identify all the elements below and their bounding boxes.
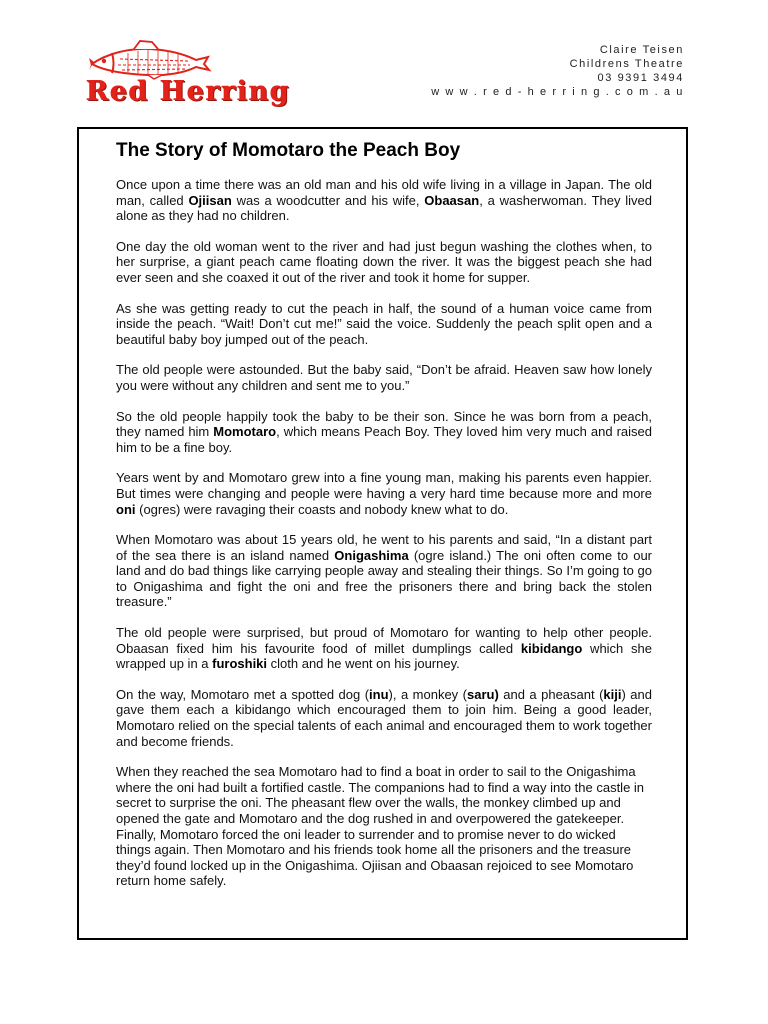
text-run: One day the old woman went to the river and had just begun washing the clothes when, to her surprise, a giant peach came floating down the river. It was the biggest peach she had ever seen and she coaxed it out of the river and took it home for supper.	[116, 238, 652, 285]
text-run: was a woodcutter and his wife,	[231, 192, 425, 208]
story-paragraph	[116, 532, 652, 610]
text-run: , a washerwoman. They lived alone as they had no children.	[116, 192, 652, 224]
text-run: ), a monkey (	[388, 686, 467, 702]
bold-term: furoshiki	[212, 656, 268, 672]
bold-term: Onigashima	[334, 547, 409, 563]
story-paragraph	[116, 301, 652, 348]
text-run: cloth and he went on his journey.	[267, 656, 460, 672]
text-run: ) and gave them each a kibidango which encouraged them to join him. Being a good leader, Momotaro relied on the special talents of each animal and encouraged them to work together and become friends.	[116, 686, 652, 749]
text-run: The old people were astounded. But the baby said, “Don’t be afraid. Heaven saw how lonely you were without any children and sent me to you.”	[116, 362, 652, 393]
story-paragraph	[116, 362, 652, 393]
bold-term: kiji	[603, 686, 622, 702]
text-run: When Momotaro was about 15 years old, he went to his parents and said, “In a distant part of the sea there is an island named	[116, 532, 652, 563]
text-run: The old people were surprised, but proud of Momotaro for wanting to help other people. Obaasan fixed him his favourite food of millet dumplings called	[116, 625, 652, 656]
text-run: which she wrapped up in a	[116, 640, 653, 672]
text-run: When they reached the sea Momotaro had to find a boat in order to sail to the Onigashima where the oni had built a fortified castle. The companions had to find a way into the castle in secret to surprise the oni. The pheasant flew over the walls, the monkey climbed up and opened the gate and Momotaro and the dog rushed in and overpowered the gatekeeper. Finally, Momotaro forced the oni leader to surrender and to promise never to do wicked things again. Then Momotaro and his friends took home all the prisoners and the treasure they’d found locked up in the Onigashima. Ojiisan and Obaasan rejoiced to see Momotaro return home safely.	[116, 764, 645, 889]
contact-website[interactable]: w w w . r e d - h e r r i n g . c o m . a u	[431, 86, 684, 98]
text-run: On the way, Momotaro met a spotted dog (	[116, 686, 370, 702]
story-paragraph	[116, 625, 652, 672]
logo-wordmark: Red Herring	[86, 76, 291, 107]
bold-term: inu	[369, 686, 389, 702]
red-herring-logo	[84, 40, 291, 107]
page-title: The Story of Momotaro the Peach Boy	[116, 140, 461, 161]
text-run: Once upon a time there was an old man and his old wife living in a village in Japan. The old man, called	[116, 177, 652, 208]
contact-block	[431, 43, 684, 99]
story-body	[116, 177, 652, 904]
story-paragraph	[116, 687, 652, 749]
text-run: As she was getting ready to cut the peach in half, the sound of a human voice came from inside the peach. “Wait! Don’t cut me!” said the voice. Suddenly the peach split open and a beautiful baby boy jumped out of the peach.	[116, 300, 652, 347]
contact-organization: Childrens Theatre	[569, 58, 684, 70]
text-run: , which means Peach Boy. They loved him very much and raised him to be a fine boy.	[116, 424, 652, 455]
bold-term: saru)	[466, 686, 499, 702]
bold-term: Momotaro	[213, 424, 277, 440]
contact-name: Claire Teisen	[599, 44, 684, 56]
text-run: Years went by and Momotaro grew into a fine young man, making his parents even happier. But times were changing and people were having a very hard time because more and more	[116, 470, 652, 501]
bold-term: kibidango	[520, 640, 583, 656]
story-paragraph	[116, 470, 652, 517]
story-paragraph	[116, 177, 652, 224]
bold-term: Obaasan	[424, 192, 480, 208]
story-paragraph	[116, 239, 652, 286]
story-paragraph	[116, 764, 652, 889]
bold-term: Ojiisan	[188, 192, 232, 208]
story-paragraph	[116, 409, 652, 456]
text-run: and a pheasant (	[498, 686, 604, 702]
text-run: (ogres) were ravaging their coasts and nobody knew what to do.	[135, 501, 509, 517]
contact-phone: 03 9391 3494	[597, 72, 684, 84]
herring-fish-icon	[88, 40, 212, 80]
bold-term: oni	[116, 501, 136, 517]
text-run: So the old people happily took the baby to be their son. Since he was born from a peach, they named him	[116, 408, 652, 440]
text-run: (ogre island.) The oni often come to our land and do bad things like carrying people away and stealing their things. So I’m going to go to Onigashima and fight the oni and free the prisoners there and bring back the stolen treasure.”	[116, 547, 653, 610]
